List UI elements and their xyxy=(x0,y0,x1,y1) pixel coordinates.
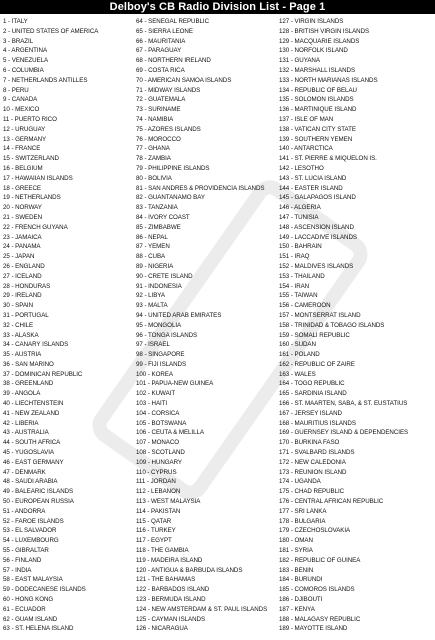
division-entry: 97 - ISRAEL xyxy=(136,341,170,349)
division-entry: 80 - BOLIVIA xyxy=(136,174,172,182)
division-entry: 54 - LUXEMBOURG xyxy=(3,537,59,545)
division-entry: 184 - BURUNDI xyxy=(279,576,323,584)
division-entry: 153 - THAILAND xyxy=(279,272,325,280)
division-entry: 172 - NEW CALEDONIA xyxy=(279,458,346,466)
division-entry: 139 - SOUTHERN YEMEN xyxy=(279,135,353,143)
division-entry: 67 - PARAGUAY xyxy=(136,47,182,55)
division-entry: 28 - HONDURAS xyxy=(3,282,51,290)
division-entry: 64 - SENEGAL REPUBLIC xyxy=(136,18,209,25)
division-entry: 69 - COSTA RICA xyxy=(136,66,185,74)
division-entry: 140 - ANTARCTICA xyxy=(279,145,333,153)
division-entry: 156 - CAMEROON xyxy=(279,302,331,310)
division-entry: 124 - NEW AMSTERDAM & ST. PAUL ISLANDS xyxy=(136,605,268,613)
division-entry: 154 - IRAN xyxy=(279,282,310,290)
division-entry: 155 - TAIWAN xyxy=(279,292,318,300)
division-entry: 13 - GERMANY xyxy=(3,135,47,143)
division-entry: 16 - BELGIUM xyxy=(3,164,43,172)
division-entry: 151 - IRAQ xyxy=(279,253,310,261)
division-entry: 148 - ASCENSION ISLAND xyxy=(279,223,354,231)
division-entry: 27 - ICELAND xyxy=(3,272,42,280)
division-entry: 90 - CRETE ISLAND xyxy=(136,272,193,280)
division-entry: 11 - PUERTO RICO xyxy=(3,115,57,123)
division-entry: 173 - REUNION ISLAND xyxy=(279,468,347,476)
division-entry: 183 - BENIN xyxy=(279,566,314,574)
division-entry: 49 - BALEARIC ISLANDS xyxy=(3,488,74,496)
division-entry: 78 - ZAMBIA xyxy=(136,155,171,163)
division-entry: 122 - BARBADOS ISLAND xyxy=(136,586,210,594)
division-entry: 137 - ISLE OF MAN xyxy=(279,115,334,123)
division-entry: 91 - INDONESIA xyxy=(136,282,182,290)
division-entry: 114 - PAKISTAN xyxy=(136,507,181,515)
division-entry: 2 - UNITED STATES OF AMERICA xyxy=(3,27,99,35)
division-entry: 8 - PERU xyxy=(3,86,29,94)
division-entry: 119 - MADEIRA ISLAND xyxy=(136,556,203,564)
division-entry: 61 - ECUADOR xyxy=(3,605,46,613)
division-entry: 134 - REPUBLIC OF BELAU xyxy=(279,86,357,94)
division-entry: 36 - SAN MARINO xyxy=(3,360,54,368)
division-entry: 131 - GUYANA xyxy=(279,57,320,65)
division-entry: 165 - SARDINIA ISLAND xyxy=(279,390,347,398)
division-entry: 18 - GREECE xyxy=(3,184,41,192)
division-entry: 39 - ANGOLA xyxy=(3,390,41,398)
division-column-3 xyxy=(279,17,433,637)
division-entry: 100 - KOREA xyxy=(136,370,173,378)
division-entry: 174 - UGANDA xyxy=(279,478,321,486)
division-entry: 82 - GUANTANAMO BAY xyxy=(136,194,205,202)
division-entry: 106 - CEUTA & MELILLA xyxy=(136,429,204,437)
division-entry: 53 - EL SALVADOR xyxy=(3,527,57,535)
division-entry: 37 - DOMINICAN REPUBLIC xyxy=(3,370,83,378)
division-entry: 125 - CAYMAN ISLANDS xyxy=(136,615,206,623)
division-entry: 31 - PORTUGAL xyxy=(3,311,49,319)
division-entry: 99 - FIJI ISLANDS xyxy=(136,360,187,368)
division-entry: 171 - SVALBARD ISLANDS xyxy=(279,449,355,457)
division-entry: 57 - INDIA xyxy=(3,566,32,574)
division-entry: 168 - MAURITIUS ISLANDS xyxy=(279,419,356,427)
division-entry: 117 - EGYPT xyxy=(136,537,172,545)
division-entry: 147 - TUNISIA xyxy=(279,213,319,221)
division-entry: 44 - SOUTH AFRICA xyxy=(3,439,61,447)
division-entry: 85 - ZIMBABWE xyxy=(136,223,181,231)
division-entry: 187 - KENYA xyxy=(279,605,315,613)
division-entry: 29 - IRELAND xyxy=(3,292,42,300)
division-entry: 127 - VIRGIN ISLANDS xyxy=(279,18,344,25)
division-entry: 94 - UNITED ARAB EMIRATES xyxy=(136,311,222,319)
division-entry: 109 - HUNGARY xyxy=(136,458,183,466)
page-title: Delboy's CB Radio Division List - Page 1 xyxy=(0,0,435,14)
division-entry: 77 - GHANA xyxy=(136,145,170,153)
division-entry: 98 - SINGAPORE xyxy=(136,351,185,359)
division-entry: 55 - GIBRALTAR xyxy=(3,547,49,555)
division-entry: 166 - ST. MAARTEN, SABA, & ST. EUSTATIUS xyxy=(279,400,408,408)
division-entry: 112 - LEBANON xyxy=(136,488,181,496)
division-entry: 129 - MACQUARIE ISLANDS xyxy=(279,37,360,45)
division-entry: 164 - TOGO REPUBLIC xyxy=(279,380,345,388)
division-entry: 130 - NORFOLK ISLAND xyxy=(279,47,348,55)
division-entry: 87 - YEMEN xyxy=(136,243,170,251)
division-entry: 48 - SAUDI ARABIA xyxy=(3,478,58,486)
division-entry: 51 - ANDORRA xyxy=(3,507,46,515)
division-entry: 35 - AUSTRIA xyxy=(3,351,42,359)
division-entry: 93 - MALTA xyxy=(136,302,168,310)
division-entry: 19 - NETHERLANDS xyxy=(3,194,61,202)
division-column-2 xyxy=(136,17,274,637)
division-entry: 5 - VENEZUELA xyxy=(3,57,49,65)
division-entry: 176 - CENTRAL AFRICAN REPUBLIC xyxy=(279,498,384,506)
division-entry: 123 - BERMUDA ISLAND xyxy=(136,596,206,604)
division-entry: 120 - ANTIGUA & BARBUDA ISLANDS xyxy=(136,566,243,574)
division-entry: 96 - TONGA ISLANDS xyxy=(136,331,198,339)
division-entry: 160 - SUDAN xyxy=(279,341,316,349)
division-entry: 40 - LIECHTENSTEIN xyxy=(3,400,64,408)
division-entry: 7 - NETHERLANDS ANTILLES xyxy=(3,76,88,84)
division-entry: 45 - YUGOSLAVIA xyxy=(3,449,54,457)
division-entry: 60 - HONG KONG xyxy=(3,596,54,604)
division-entry: 89 - NIGERIA xyxy=(136,262,174,270)
division-entry: 144 - EASTER ISLAND xyxy=(279,184,343,192)
division-entry: 181 - SYRIA xyxy=(279,547,313,555)
division-entry: 3 - BRAZIL xyxy=(3,37,34,45)
division-entry: 30 - SPAIN xyxy=(3,302,33,310)
division-entry: 71 - MIDWAY ISLANDS xyxy=(136,86,201,94)
division-entry: 62 - GUAM ISLAND xyxy=(3,615,58,623)
division-entry: 92 - LIBYA xyxy=(136,292,165,300)
division-entry: 101 - PAPUA-NEW GUINEA xyxy=(136,380,214,388)
division-entry: 159 - SOMALI REPUBLIC xyxy=(279,331,350,339)
division-entry: 32 - CHILE xyxy=(3,321,34,329)
division-entry: 81 - SAN ANDRES & PROVIDENCIA ISLANDS xyxy=(136,184,265,192)
division-entry: 58 - EAST MALAYSIA xyxy=(3,576,63,584)
division-entry: 41 - NEW ZEALAND xyxy=(3,409,60,417)
division-entry: 150 - BAHRAIN xyxy=(279,243,322,251)
division-entry: 38 - GREENLAND xyxy=(3,380,54,388)
division-entry: 15 - SWITZERLAND xyxy=(3,155,59,163)
division-entry: 46 - EAST GERMANY xyxy=(3,458,64,466)
division-entry: 79 - PHILIPPINE ISLANDS xyxy=(136,164,210,172)
division-entry: 1 - ITALY xyxy=(3,18,28,25)
division-entry: 132 - MARSHALL ISLANDS xyxy=(279,66,356,74)
division-entry: 107 - MONACO xyxy=(136,439,180,447)
division-entry: 83 - TANZANIA xyxy=(136,204,178,212)
division-entry: 24 - PANAMA xyxy=(3,243,41,251)
division-entry: 163 - WALES xyxy=(279,370,316,378)
division-entry: 158 - TRINIDAD & TOBAGO ISLANDS xyxy=(279,321,385,329)
division-entry: 34 - CANARY ISLANDS xyxy=(3,341,69,349)
division-entry: 88 - CUBA xyxy=(136,253,166,261)
division-entry: 68 - NORTHERN IRELAND xyxy=(136,57,211,65)
division-entry: 157 - MONTSERRAT ISLAND xyxy=(279,311,361,319)
division-entry: 12 - URUGUAY xyxy=(3,125,46,133)
division-entry: 135 - SOLOMON ISLANDS xyxy=(279,96,354,104)
division-entry: 73 - SURINAME xyxy=(136,106,181,114)
division-entry: 17 - HAWAIIAN ISLANDS xyxy=(3,174,73,182)
division-entry: 95 - MONGOLIA xyxy=(136,321,182,329)
division-entry: 10 - MEXICO xyxy=(3,106,40,114)
division-entry: 105 - BOTSWANA xyxy=(136,419,187,427)
division-entry: 33 - ALASKA xyxy=(3,331,39,339)
division-entry: 175 - CHAD REPUBLIC xyxy=(279,488,345,496)
division-entry: 22 - FRENCH GUYANA xyxy=(3,223,68,231)
division-entry: 167 - JERSEY ISLAND xyxy=(279,409,342,417)
division-entry: 113 - WEST MALAYSIA xyxy=(136,498,201,506)
division-entry: 169 - GUERNSEY ISLAND & DEPENDENCIES xyxy=(279,429,409,437)
division-entry: 25 - JAPAN xyxy=(3,253,35,261)
division-entry: 42 - LIBERIA xyxy=(3,419,39,427)
division-entry: 178 - BULGARIA xyxy=(279,517,326,525)
division-entry: 143 - ST. LUCIA ISLAND xyxy=(279,174,347,182)
division-entry: 133 - NORTH MARIANAS ISLANDS xyxy=(279,76,378,84)
division-entry: 179 - CZECHOSLOVAKIA xyxy=(279,527,351,535)
division-entry: 111 - JORDAN xyxy=(136,478,176,486)
division-entry: 52 - FAROE ISLANDS xyxy=(3,517,64,525)
division-entry: 72 - GUATEMALA xyxy=(136,96,186,104)
division-entry: 189 - MAYOTTE ISLAND xyxy=(279,625,348,633)
division-entry: 6 - COLUMBIA xyxy=(3,66,44,74)
division-entry: 141 - ST. PIERRE & MIQUELON IS. xyxy=(279,155,377,163)
division-entry: 186 - DJIBOUTI xyxy=(279,596,323,604)
division-entry: 23 - JAMAICA xyxy=(3,233,42,241)
division-entry: 128 - BRITISH VIRGIN ISLANDS xyxy=(279,27,370,35)
division-entry: 86 - NEPAL xyxy=(136,233,168,241)
division-entry: 4 - ARGENTINA xyxy=(3,47,48,55)
division-entry: 110 - CYPRUS xyxy=(136,468,177,476)
division-entry: 14 - FRANCE xyxy=(3,145,41,153)
division-entry: 121 - THE BAHAMAS xyxy=(136,576,196,584)
division-entry: 59 - DODECANESE ISLANDS xyxy=(3,586,86,594)
division-entry: 104 - CORSICA xyxy=(136,409,180,417)
division-entry: 180 - OMAN xyxy=(279,537,313,545)
division-entry: 182 - REPUBLIC OF GUINEA xyxy=(279,556,361,564)
division-entry: 75 - AZORES ISLANDS xyxy=(136,125,201,133)
division-entry: 162 - REPUBLIC OF ZAIRE xyxy=(279,360,355,368)
division-entry: 74 - NAMIBIA xyxy=(136,115,174,123)
division-entry: 116 - TURKEY xyxy=(136,527,176,535)
division-entry: 84 - IVORY COAST xyxy=(136,213,190,221)
division-entry: 145 - GALAPAGOS ISLAND xyxy=(279,194,356,202)
division-entry: 21 - SWEDEN xyxy=(3,213,42,221)
division-entry: 20 - NORWAY xyxy=(3,204,42,212)
division-entry: 118 - THE GAMBIA xyxy=(136,547,189,555)
division-entry: 65 - SIERRA LEONE xyxy=(136,27,193,35)
division-entry: 50 - EUROPEAN RUSSIA xyxy=(3,498,74,506)
division-entry: 188 - MALAGASY REPUBLIC xyxy=(279,615,361,623)
division-entry: 56 - FINLAND xyxy=(3,556,42,564)
division-entry: 136 - MARTINIQUE ISLAND xyxy=(279,106,357,114)
division-entry: 43 - AUSTRALIA xyxy=(3,429,49,437)
division-entry: 103 - HAITI xyxy=(136,400,168,408)
division-entry: 66 - MAURITANIA xyxy=(136,37,186,45)
division-entry: 47 - DENMARK xyxy=(3,468,46,476)
division-entry: 26 - ENGLAND xyxy=(3,262,45,270)
division-entry: 108 - SCOTLAND xyxy=(136,449,185,457)
division-entry: 126 - NICARAGUA xyxy=(136,625,188,633)
division-entry: 152 - MALDIVES ISLANDS xyxy=(279,262,354,270)
division-entry: 115 - QATAR xyxy=(136,517,172,525)
division-entry: 138 - VATICAN CITY STATE xyxy=(279,125,356,133)
division-entry: 142 - LESOTHO xyxy=(279,164,324,172)
division-entry: 9 - CANADA xyxy=(3,96,38,104)
division-entry: 177 - SRI LANKA xyxy=(279,507,327,515)
division-entry: 149 - LACCADIVE ISLANDS xyxy=(279,233,357,241)
division-entry: 185 - COMOROS ISLANDS xyxy=(279,586,355,594)
division-entry: 170 - BURKINA FASO xyxy=(279,439,340,447)
division-entry: 102 - KUWAIT xyxy=(136,390,176,398)
division-entry: 70 - AMERICAN SAMOA ISLANDS xyxy=(136,76,232,84)
division-column-1 xyxy=(3,17,131,637)
division-entry: 161 - POLAND xyxy=(279,351,320,359)
division-entry: 146 - ALGERIA xyxy=(279,204,321,212)
division-entry: 63 - ST. HELENA ISLAND xyxy=(3,625,74,633)
division-entry: 76 - MOROCCO xyxy=(136,135,181,143)
